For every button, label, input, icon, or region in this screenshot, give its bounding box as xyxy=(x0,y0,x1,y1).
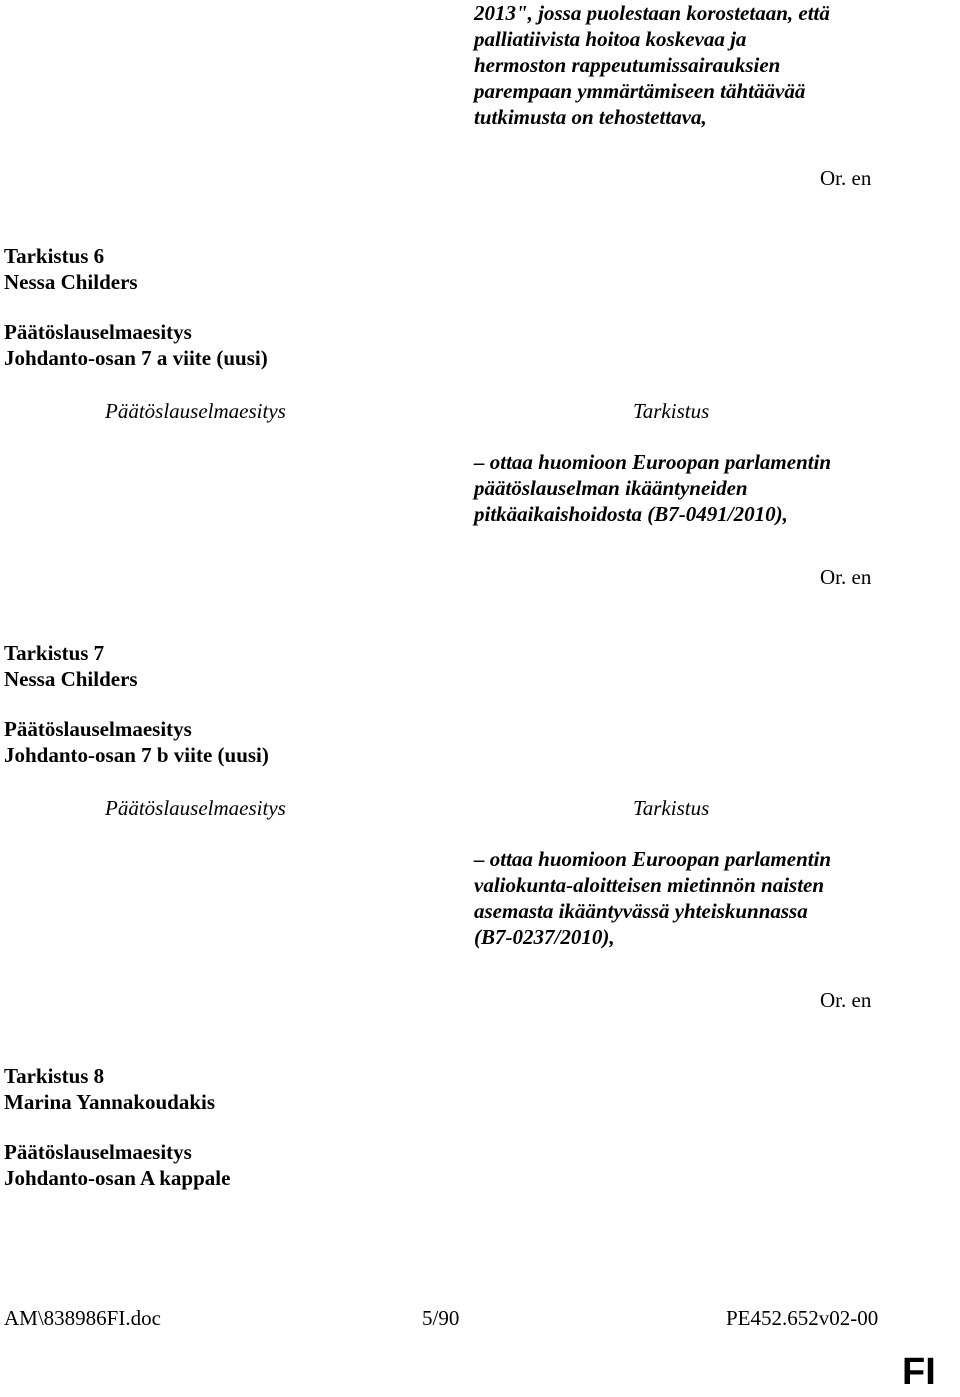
amendment-text-line: (B7-0237/2010), xyxy=(474,925,615,949)
amendment-location: Johdanto-osan 7 b viite (uusi) xyxy=(4,743,269,767)
intro-line: palliatiivista hoitoa koskevaa ja xyxy=(474,27,747,51)
intro-line: 2013", jossa puolestaan korostetaan, että xyxy=(474,1,830,25)
column-heading-original: Päätöslauselmaesitys xyxy=(105,796,286,820)
amendment-title: Tarkistus 7 xyxy=(4,641,105,665)
amendment-author: Nessa Childers xyxy=(4,667,138,691)
footer-document-reference: AM\838986FI.doc xyxy=(4,1306,161,1330)
column-heading-original: Päätöslauselmaesitys xyxy=(105,399,286,423)
column-heading-amendment: Tarkistus xyxy=(633,399,710,423)
original-language: Or. en xyxy=(820,166,872,190)
amendment-text-line: asemasta ikääntyvässä yhteiskunnassa xyxy=(474,899,808,923)
intro-line: tutkimusta on tehostettava, xyxy=(474,105,707,129)
amendment-text-line: päätöslauselman ikääntyneiden xyxy=(474,476,748,500)
original-language: Or. en xyxy=(820,565,872,589)
original-language: Or. en xyxy=(820,988,872,1012)
amendment-text-line: – ottaa huomioon Euroopan parlamentin xyxy=(474,450,832,474)
document-type: Päätöslauselmaesitys xyxy=(4,320,192,344)
amendment-text-line: pitkäaikaishoidosta (B7-0491/2010), xyxy=(474,502,788,526)
amendment-location: Johdanto-osan A kappale xyxy=(4,1166,231,1190)
language-mark: FI xyxy=(902,1351,936,1393)
amendment-author: Marina Yannakoudakis xyxy=(4,1090,216,1114)
document-type: Päätöslauselmaesitys xyxy=(4,717,192,741)
footer-pe-reference: PE452.652v02-00 xyxy=(726,1306,879,1330)
amendment-title: Tarkistus 8 xyxy=(4,1064,105,1088)
amendment-location: Johdanto-osan 7 a viite (uusi) xyxy=(4,346,268,370)
amendment-text-line: – ottaa huomioon Euroopan parlamentin xyxy=(474,847,832,871)
column-heading-amendment: Tarkistus xyxy=(633,796,710,820)
footer-page-number: 5/90 xyxy=(422,1306,460,1330)
intro-line: parempaan ymmärtämiseen tähtäävää xyxy=(474,79,806,103)
document-type: Päätöslauselmaesitys xyxy=(4,1140,192,1164)
intro-line: hermoston rappeutumissairauksien xyxy=(474,53,781,77)
amendment-title: Tarkistus 6 xyxy=(4,244,105,268)
amendment-author: Nessa Childers xyxy=(4,270,138,294)
amendment-text-line: valiokunta-aloitteisen mietinnön naisten xyxy=(474,873,825,897)
